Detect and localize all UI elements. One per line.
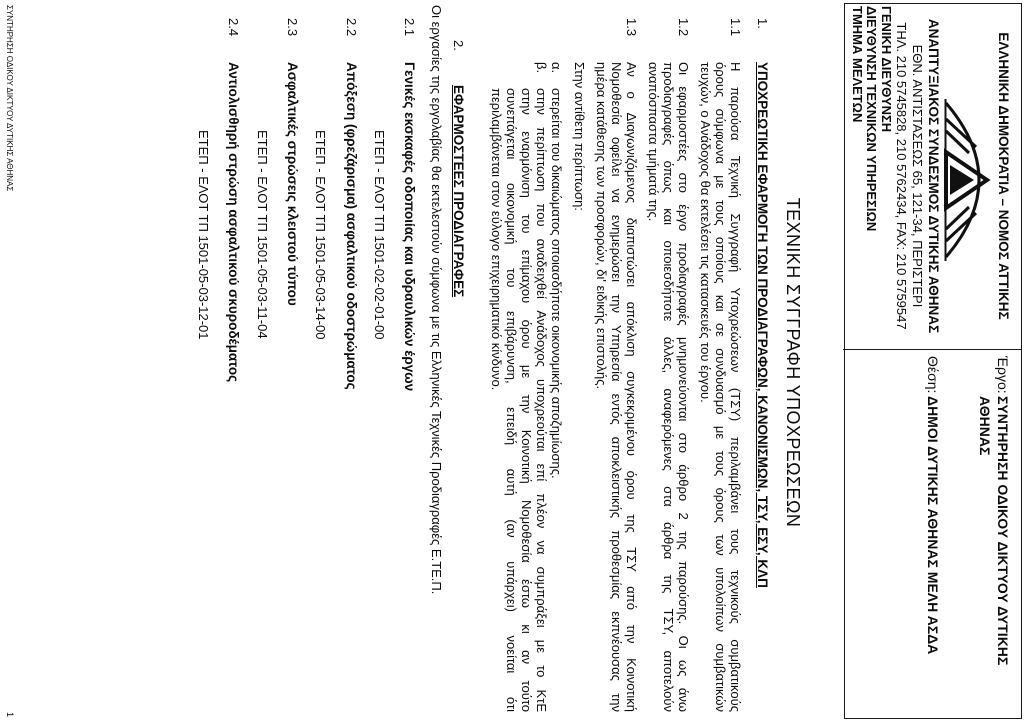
- clause-number: 1.2: [676, 18, 691, 37]
- section-heading: ΥΠΟΧΡΕΩΤΙΚΗ ΕΦΑΡΜΟΓΗ ΤΩΝ ΠΡΟΔΙΑΓΡΑΦΩΝ, ΚΑΝΟΝΙΣΜΩΝ, ΤΣΥ, ΕΣΥ, ΚΛΠ: [755, 62, 770, 588]
- asda-logo: [944, 95, 996, 265]
- spec-title: Ασφαλτικές στρώσεις κλειστού τύπου: [285, 62, 300, 306]
- paragraph-line: όρους σύμφωνα με τους οποίους και σε συνδυασμό με τους όρους των υπολοίπων συμβατικών: [713, 62, 728, 712]
- case-line: στερείται του δικαιώματος οποιασδήποτε οικονομικής αποζημίωσης.: [549, 88, 564, 479]
- case-letter: α.: [549, 62, 564, 74]
- department-studies: ΤΜΗΜΑ ΜΕΛΕΤΩΝ: [850, 6, 865, 123]
- organization-address: ΕΘΝ. ΑΝΤΙΣΤΑΣΕΩΣ 65, 121-34, ΠΕΡΙΣΤΕΡΙ: [910, 44, 925, 308]
- spec-code: ΕΤΕΠ - ΕΛΟΤ ΤΠ 1501-05-03-11-04: [255, 130, 270, 339]
- clause-number: 1.3: [624, 18, 639, 37]
- footer-project-name: ΣΥΝΤΗΡΗΣΗ ΟΔΙΚΟΥ ΔΙΚΤΥΟΥ ΔΥΤΙΚΗΣ ΑΘΗΝΑΣ: [5, 5, 14, 192]
- spec-code: ΕΤΕΠ - ΕΛΟΤ ΤΠ 1501-02-02-01-00: [372, 130, 387, 340]
- case-letter: β.: [534, 62, 549, 74]
- spec-title: Γενικές εκσκαφές οδοποιίας και υδραυλικών έργων: [402, 62, 417, 392]
- paragraph-line: ημέρα κατάθεσης των προσφορών, δι' ειδικής επιστολής.: [594, 62, 609, 390]
- section-number: 1.: [755, 18, 770, 29]
- project-name-line-1: ΣΥΝΤΗΡΗΣΗ ΟΔΙΚΟΥ ΔΙΚΤΥΟΥ ΔΥΤΙΚΗΣ: [995, 396, 1011, 666]
- paragraph-line: Οι εφαρμοστέες στο έργο προδιαγραφές μνημονεύονται στο άρθρο 2 της παρούσης. Οι ως άνω: [676, 62, 691, 712]
- department-technical: ΔΙΕΥΘΥΝΣΗ ΤΕΧΝΙΚΩΝ ΥΠΗΡΕΣΙΩΝ: [864, 6, 879, 232]
- spec-code: ΕΤΕΠ - ΕΛΟΤ ΤΠ 1501-05-03-12-01: [196, 130, 211, 340]
- case-line: συνεπάγεται οικονομική του επιβάρυνση, επειδή αυτή (αν υπάρχει) νοείται ότι: [504, 88, 519, 712]
- spec-number: 2.2: [344, 18, 359, 37]
- organization-name: ΑΝΑΠΤΥΞΙΑΚΟΣ ΣΥΝΔΕΣΜΟΣ ΔΥΤΙΚΗΣ ΑΘΗΝΑΣ: [926, 18, 941, 334]
- department-general: ΓΕΝΙΚΗ ΔΙΕΥΘΥΝΣΗ: [879, 6, 894, 133]
- otherwise-intro: Στην αντίθετη περίπτωση:: [572, 62, 587, 211]
- page-number: 1: [5, 712, 15, 718]
- spec-number: 2.1: [402, 18, 417, 37]
- location-value: ΔΗΜΟΙ ΔΥΤΙΚΗΣ ΑΘΗΝΑΣ ΜΕΛΗ ΑΣΔΑ: [925, 396, 941, 655]
- spec-code: ΕΤΕΠ - ΕΛΟΤ ΤΠ 1501-05-03-14-00: [313, 130, 328, 340]
- organization-phone: ΤΗΛ. 210 5745828, 210 5762434, FAX: 210 5759547: [894, 22, 909, 330]
- header-divider: [843, 349, 1022, 350]
- clause-number: 1.1: [728, 18, 743, 37]
- case-line: στην εναρμόνιση του επίμαχου όρου με την Κοινοτική Νομοθεσία έστω κι αν τούτο: [519, 88, 534, 712]
- spec-title: Αντιολισθηρή στρώση ασφαλτικού σκυροδέματος: [226, 62, 241, 383]
- paragraph-line: τευχών, ο Ανάδοχος θα εκτελέσει τις κατασκευές του έργου.: [698, 62, 713, 403]
- section-number: 2.: [451, 40, 466, 51]
- case-line: στην περίπτωση που αναδειχθεί Ανάδοχος υποχρεούται επί πλέον να συμπράξει με το ΚτΕ: [534, 88, 549, 712]
- paragraph-line: Νομοθεσία οφείλει να ενημερώσει την Υπηρεσία εντός αποκλειστικής προθεσμίας εκπνέουσας την: [609, 62, 624, 712]
- spec-number: 2.3: [285, 18, 300, 37]
- spec-title: Απόξεση (φρεζάρισμα) ασφαλτικού οδοστρώματος: [344, 62, 359, 390]
- paragraph-line: Η παρούσα Τεχνική Συγγραφή Υποχρεώσεων (ΤΣΥ) περιλαμβάνει τους τεχνικούς συμβατικούς: [728, 62, 743, 712]
- paragraph-line: προδιαγραφές όπως και οποιεσδήποτε άλλες, αναφερόμενες στα άρθρα της ΤΣΥ, αποτελούν: [661, 62, 676, 712]
- document-title: ΤΕΧΝΙΚΗ ΣΥΓΓΡΑΦΗ ΥΠΟΧΡΕΩΣΕΩΝ: [783, 197, 803, 528]
- location-label: Θέση:: [925, 356, 941, 394]
- project-label: Έργο:: [995, 356, 1011, 394]
- section-heading: ΕΦΑΡΜΟΣΤΕΕΣ ΠΡΟΔΙΑΓΡΑΦΕΣ: [451, 85, 466, 298]
- paragraph-line: Αν ο Διαγωνιζόμενος διαπιστώσει απόκλιση συγκεκριμένου όρου της ΤΣΥ από την Κοινοτική: [624, 62, 639, 712]
- paragraph-line: αναπόσπαστα τμήματά της.: [646, 62, 661, 222]
- case-line: περιλαμβάνεται στον εύλογο επιχειρηματικό κίνδυνο.: [489, 88, 504, 391]
- project-name-line-2: ΑΘΗΝΑΣ: [977, 396, 993, 456]
- issuing-authority: ΕΛΛΗΝΙΚΗ ΔΗΜΟΚΡΑΤΙΑ – ΝΟΜΟΣ ΑΤΤΙΚΗΣ: [996, 32, 1011, 320]
- spec-number: 2.4: [226, 18, 241, 37]
- section-intro: Οι εργασίες της εργολαβίας θα εκτελεστούν σύμφωνα με τις Ελληνικές Τεχνικές Προδιαγραφές Ε.ΤΕ.Π.: [429, 5, 444, 595]
